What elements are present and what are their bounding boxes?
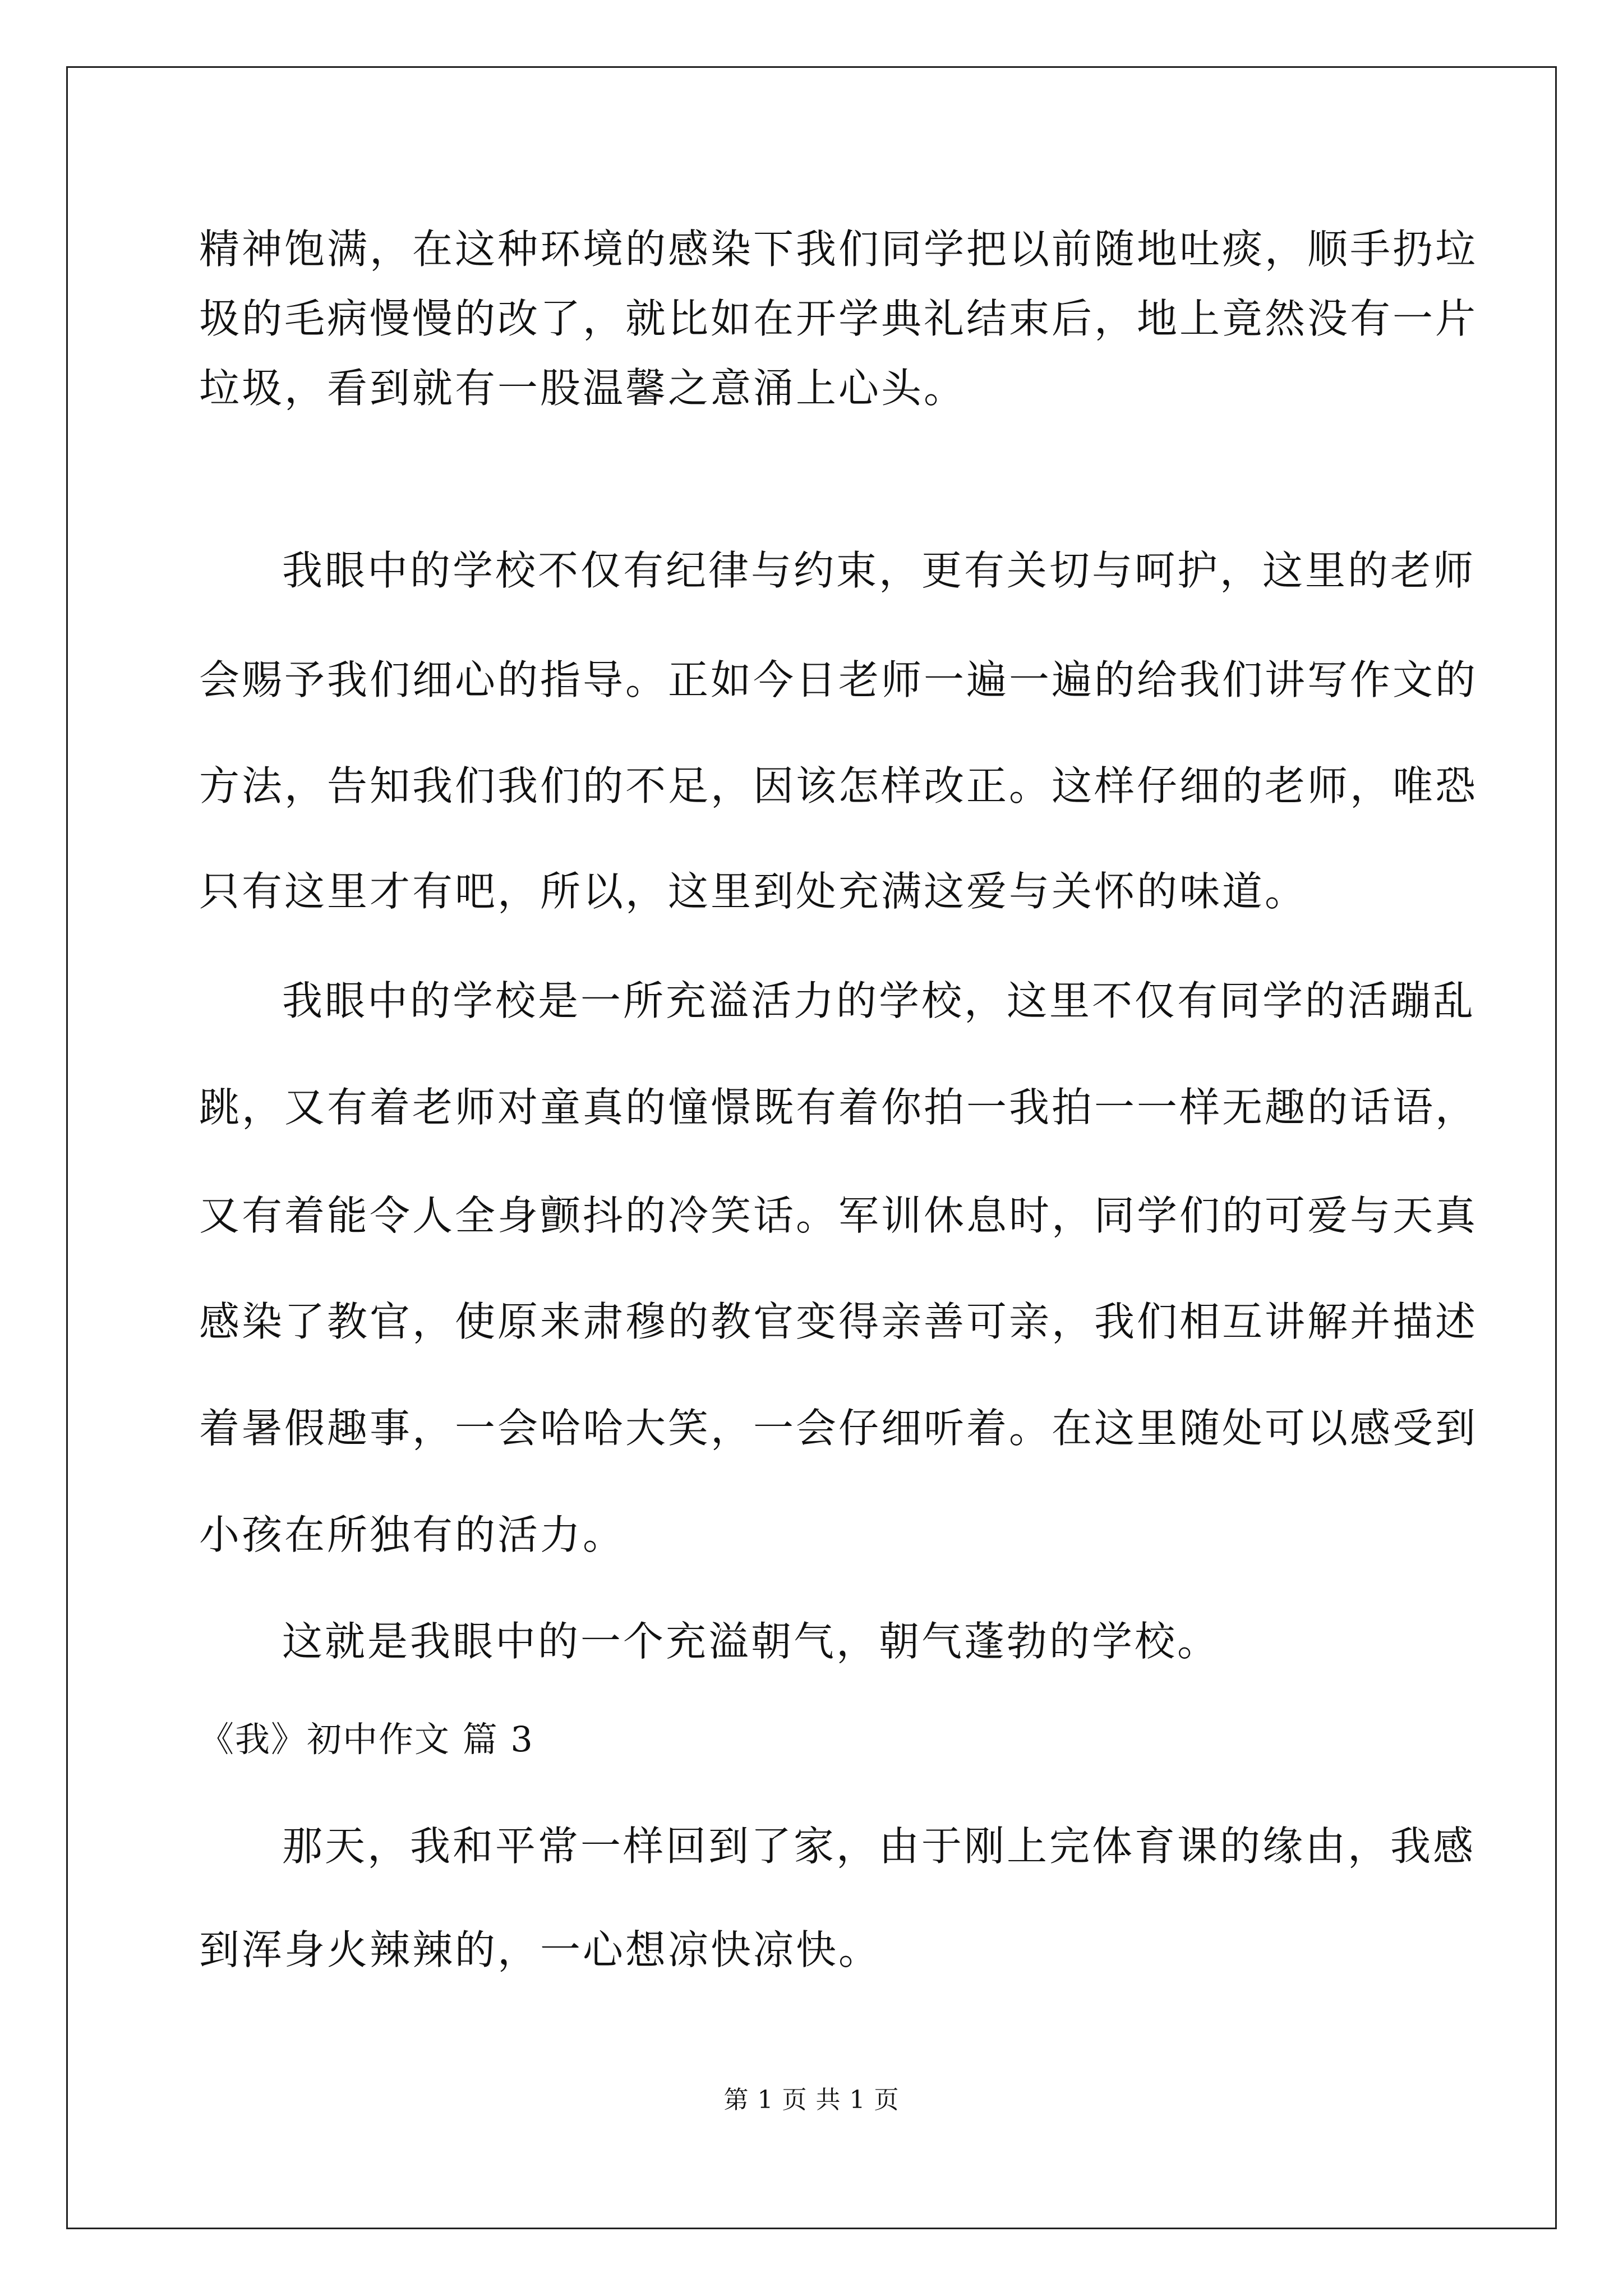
page-number-footer: 第 1 页 共 1 页 — [723, 2086, 900, 2114]
text-line: 感染了教官，使原来肃穆的教官变得亲善可亲，我们相互讲解并描述 — [199, 1298, 1478, 1345]
text-line: 到浑身火辣辣的，一心想凉快凉快。 — [199, 1926, 882, 1973]
text-line: 精神饱满，在这种环境的感染下我们同学把以前随地吐痰，顺手扔垃 — [199, 226, 1478, 273]
text-line: 小孩在所独有的活力。 — [199, 1511, 626, 1558]
text-line: 只有这里才有吧，所以，这里到处充满这爱与关怀的味道。 — [199, 868, 1308, 915]
text-line: 我眼中的学校是一所充溢活力的学校，这里不仅有同学的活蹦乱 — [282, 977, 1476, 1024]
text-line: 方法，告知我们我们的不足，因该怎样改正。这样仔细的老师，唯恐 — [199, 762, 1478, 809]
text-line: 着暑假趣事，一会哈哈大笑，一会仔细听着。在这里随处可以感受到 — [199, 1405, 1478, 1452]
text-line: 又有着能令人全身颤抖的冷笑话。军训休息时，同学们的可爱与天真 — [199, 1192, 1478, 1239]
text-line: 跳，又有着老师对童真的憧憬既有着你拍一我拍一一样无趣的话语， — [199, 1084, 1478, 1131]
text-line: 垃圾，看到就有一股温馨之意涌上心头。 — [199, 365, 967, 412]
text-line: 我眼中的学校不仅有纪律与约束，更有关切与呵护，这里的老师 — [282, 547, 1476, 594]
text-line: 圾的毛病慢慢的改了，就比如在开学典礼结束后，地上竟然没有一片 — [199, 295, 1478, 342]
text-line: 这就是我眼中的一个充溢朝气，朝气蓬勃的学校。 — [282, 1618, 1220, 1665]
text-line: 会赐予我们细心的指导。正如今日老师一遍一遍的给我们讲写作文的 — [199, 656, 1478, 703]
text-line: 那天，我和平常一样回到了家，由于刚上完体育课的缘由，我感 — [282, 1823, 1476, 1870]
section-heading: 《我》初中作文 篇 3 — [199, 1719, 534, 1760]
